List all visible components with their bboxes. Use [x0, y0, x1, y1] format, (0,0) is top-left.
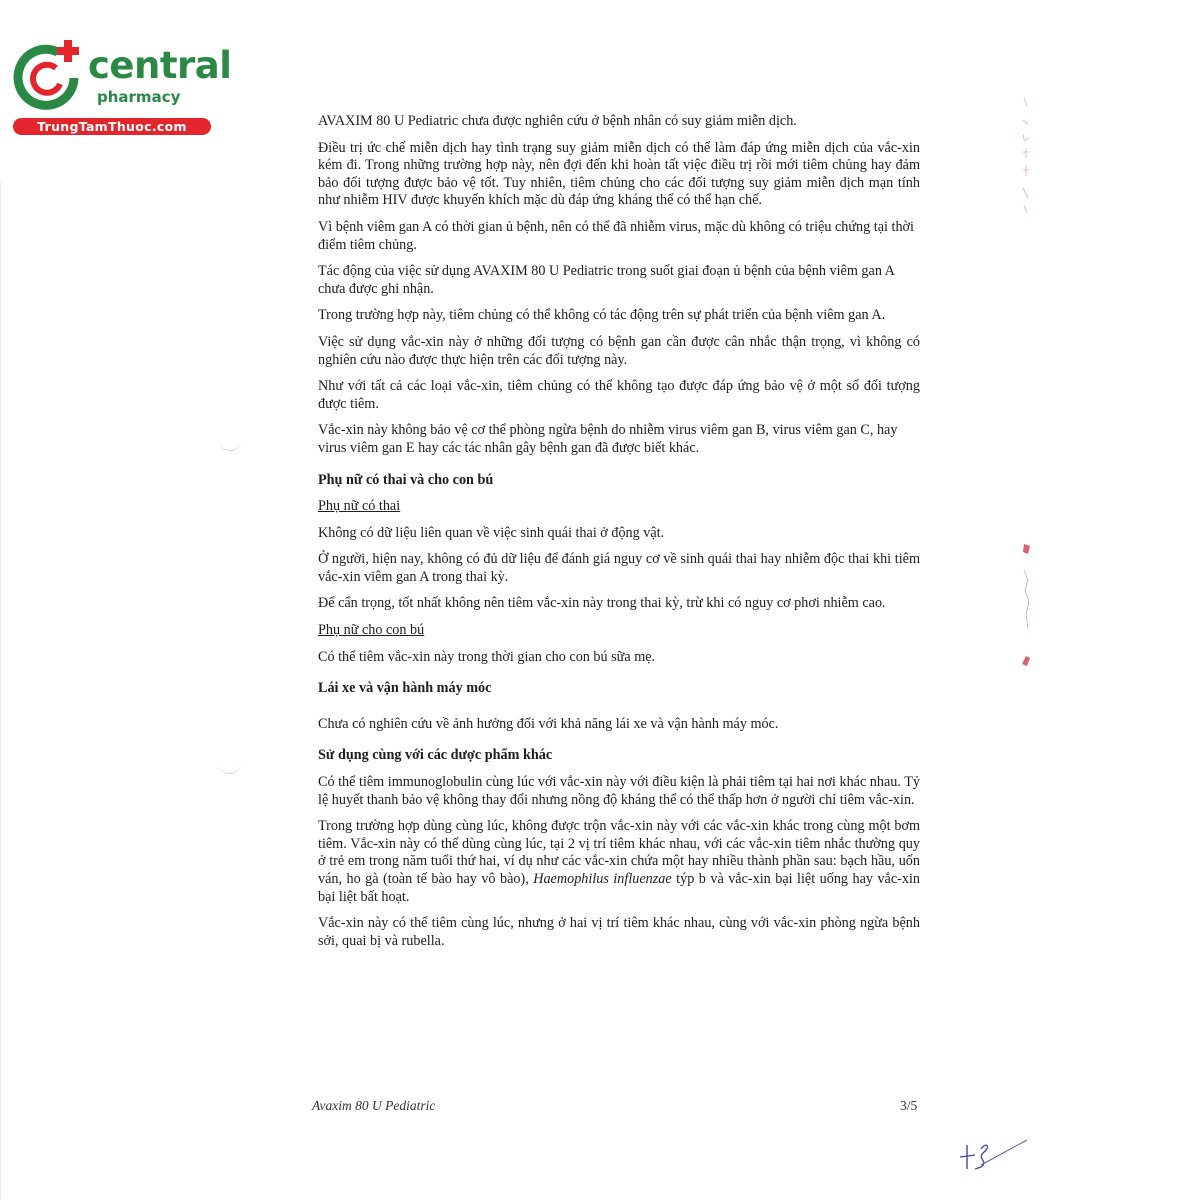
- page-edge: [0, 180, 1, 1200]
- document-body: [318, 113, 920, 959]
- paragraph: Điều trị ức chế miễn dịch hay tình trạng suy giảm miễn dịch có thể làm đáp ứng miễn dịch của vắc-xin kém đi. Trong những trường hợp này, nên đợi đến khi hoàn tất việc điều trị rồi mới tiêm chủng hay đảm bảo đối tượng được bảo vệ tốt. Tuy nhiên, tiêm chủng cho các đối tượng suy giảm miễn dịch mạn tính như nhiễm HIV được khuyến khích mặc dù đáp ứng kháng thể có thể hạn chế.: [318, 139, 920, 209]
- paragraph: Có thể tiêm immunoglobulin cùng lúc với vắc-xin này với điều kiện là phải tiêm tại hai nơi khác nhau. Tỷ lệ huyết thanh bảo vệ không thay đổi nhưng nồng độ kháng thể có thể thấp hơn ở người chỉ tiêm vắc-xin.: [318, 774, 920, 808]
- logo-subtitle: pharmacy: [97, 88, 181, 106]
- italic-species-name: Haemophilus influenzae: [533, 871, 672, 887]
- red-stamp-mark-icon: [1018, 540, 1034, 670]
- paragraph: Không có dữ liệu liên quan về việc sinh quái thai ở động vật.: [318, 524, 665, 541]
- logo-website-banner: TrungTamThuoc.com: [13, 118, 211, 135]
- pharmacy-cross-logo-icon: [12, 38, 84, 110]
- paragraph: Việc sử dụng vắc-xin này ở những đối tượng có bệnh gan cần được cân nhắc thận trọng, vì không có nghiên cứu nào được thực hiện trên các đối tượng này.: [318, 333, 920, 368]
- text-run: Trong trường hợp dùng cùng lúc, không được trộn vắc-xin này với các vắc-xin khác trong cùng một bơm tiêm. Vắc-xin này có thể dùng cùng lúc, tại 2 vị trí tiêm khác nhau, với các vắc-xin tiêm nhắc thường quy ở trẻ em trong năm tuổi thứ hai, ví dụ như các vắc-xin chứa một hay nhiều thành phần sau: bạch hầu, uốn ván, ho gà (toàn tế bào hay vô bào),: [318, 818, 920, 887]
- central-pharmacy-logo[interactable]: [8, 34, 232, 136]
- paragraph: Vì bệnh viêm gan A có thời gian ủ bệnh, nên có thể đã nhiễm virus, mặc dù không có triệu chứng tại thời điểm tiêm chủng.: [318, 218, 914, 253]
- paragraph: Có thể tiêm vắc-xin này trong thời gian cho con bú sữa mẹ.: [318, 648, 656, 665]
- paragraph: Trong trường hợp này, tiêm chủng có thể không có tác động trên sự phát triển của bệnh viêm gan A.: [318, 307, 886, 324]
- paragraph: Vắc-xin này không bảo vệ cơ thể phòng ngừa bệnh do nhiễm virus viêm gan B, virus viêm gan C, hay virus viêm gan E hay các tác nhân gây bệnh gan đã được biết khác.: [318, 422, 898, 456]
- paragraph: Tác động của việc sử dụng AVAXIM 80 U Pediatric trong suốt giai đoạn ủ bệnh của bệnh viêm gan A chưa được ghi nhận.: [318, 263, 895, 297]
- faint-stamp-mark-icon: [1018, 80, 1034, 220]
- logo-brand-text: central: [88, 44, 232, 87]
- footer-page-number: 3/5: [900, 1098, 918, 1113]
- section-heading-pregnancy: Phụ nữ có thai và cho con bú: [318, 471, 494, 488]
- paragraph: Ở người, hiện nay, không có đủ dữ liệu để đánh giá nguy cơ về sinh quái thai hay nhiễm độc thai khi tiêm vắc-xin viêm gan A trong thai kỳ.: [318, 551, 920, 585]
- punch-hole-mark: [219, 440, 241, 451]
- paragraph: AVAXIM 80 U Pediatric chưa được nghiên cứu ở bệnh nhân có suy giảm miễn dịch.: [318, 113, 797, 129]
- paragraph: [318, 818, 920, 906]
- paragraph: Vắc-xin này có thể tiêm cùng lúc, nhưng ở hai vị trí tiêm khác nhau, cùng với vắc-xin phòng ngừa bệnh sởi, quai bị và rubella.: [318, 915, 920, 949]
- subheading-pregnant-women: Phụ nữ có thai: [318, 498, 401, 515]
- footer-document-title: Avaxim 80 U Pediatric: [312, 1098, 436, 1113]
- handwritten-signature-icon: [955, 1135, 1035, 1175]
- section-heading-driving: Lái xe và vận hành máy móc: [318, 680, 492, 697]
- text-run: týp b và vắc-xin bại liệt uống hay vắc-xin bại liệt bất hoạt.: [318, 871, 920, 905]
- paragraph: Chưa có nghiên cứu về ảnh hưởng đối với khả năng lái xe và vận hành máy móc.: [318, 715, 779, 732]
- subheading-breastfeeding: Phụ nữ cho con bú: [318, 622, 425, 639]
- section-heading-interactions: Sử dụng cùng với các dược phẩm khác: [318, 747, 553, 764]
- punch-hole-mark: [219, 763, 241, 774]
- paragraph: Như với tất cả các loại vắc-xin, tiêm chủng có thể không tạo được đáp ứng bảo vệ ở một số đối tượng được tiêm.: [318, 378, 920, 412]
- paragraph: Để cẩn trọng, tốt nhất không nên tiêm vắc-xin này trong thai kỳ, trừ khi có nguy cơ phơi nhiễm cao.: [318, 595, 886, 612]
